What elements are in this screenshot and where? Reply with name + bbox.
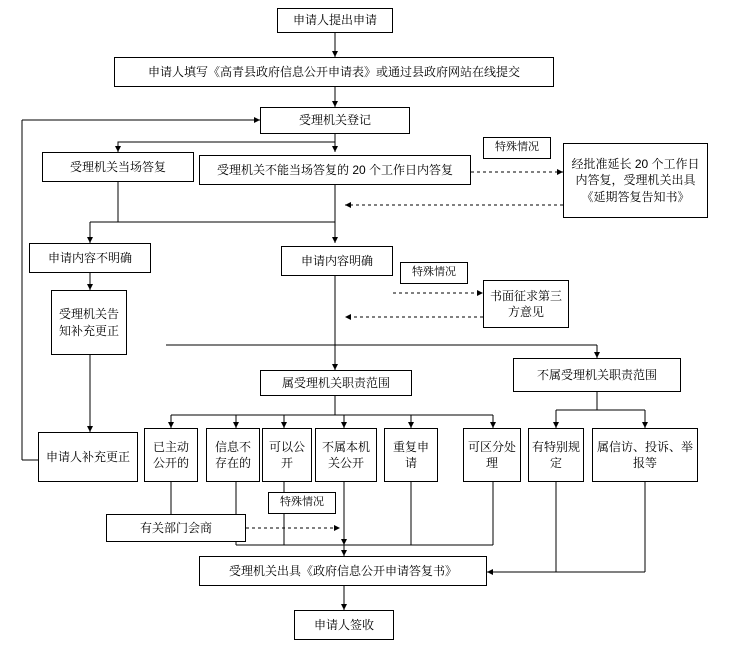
node-applicant-submit: 申请人提出申请 xyxy=(277,8,393,33)
node-petition-complaint: 属信访、投诉、举报等 xyxy=(592,428,698,482)
node-already-disclosed: 已主动公开的 xyxy=(144,428,198,482)
node-within-scope: 属受理机关职责范围 xyxy=(260,370,412,396)
node-applicant-supplement: 申请人补充更正 xyxy=(38,432,138,482)
node-repeat-request: 重复申请 xyxy=(384,428,438,482)
note-special-case-consultation: 特殊情况 xyxy=(268,492,336,514)
note-special-case-third-party: 特殊情况 xyxy=(400,262,468,284)
node-separable-handling: 可区分处理 xyxy=(463,428,521,482)
node-department-consultation: 有关部门会商 xyxy=(106,514,246,542)
node-request-unclear: 申请内容不明确 xyxy=(29,243,151,273)
node-not-exist: 信息不存在的 xyxy=(206,428,260,482)
node-outside-scope: 不属受理机关职责范围 xyxy=(513,358,681,392)
node-issue-reply-document: 受理机关出具《政府信息公开申请答复书》 xyxy=(199,556,487,586)
node-fill-form: 申请人填写《高青县政府信息公开申请表》或通过县政府网站在线提交 xyxy=(114,57,554,87)
node-request-clear: 申请内容明确 xyxy=(281,246,393,276)
node-registration: 受理机关登记 xyxy=(260,107,410,134)
node-notify-supplement: 受理机关告知补充更正 xyxy=(51,290,127,355)
node-20-workdays-reply: 受理机关不能当场答复的 20 个工作日内答复 xyxy=(199,155,471,185)
node-special-provision: 有特别规定 xyxy=(528,428,584,482)
node-third-party-opinion: 书面征求第三方意见 xyxy=(483,280,569,328)
node-may-disclose: 可以公开 xyxy=(262,428,312,482)
node-not-this-agency: 不属本机关公开 xyxy=(315,428,377,482)
node-applicant-sign: 申请人签收 xyxy=(294,610,394,640)
node-onsite-reply: 受理机关当场答复 xyxy=(42,152,194,182)
note-special-case-extension: 特殊情况 xyxy=(483,137,551,159)
node-extension-approved: 经批准延长 20 个工作日内答复，受理机关出具《延期答复告知书》 xyxy=(563,143,708,218)
